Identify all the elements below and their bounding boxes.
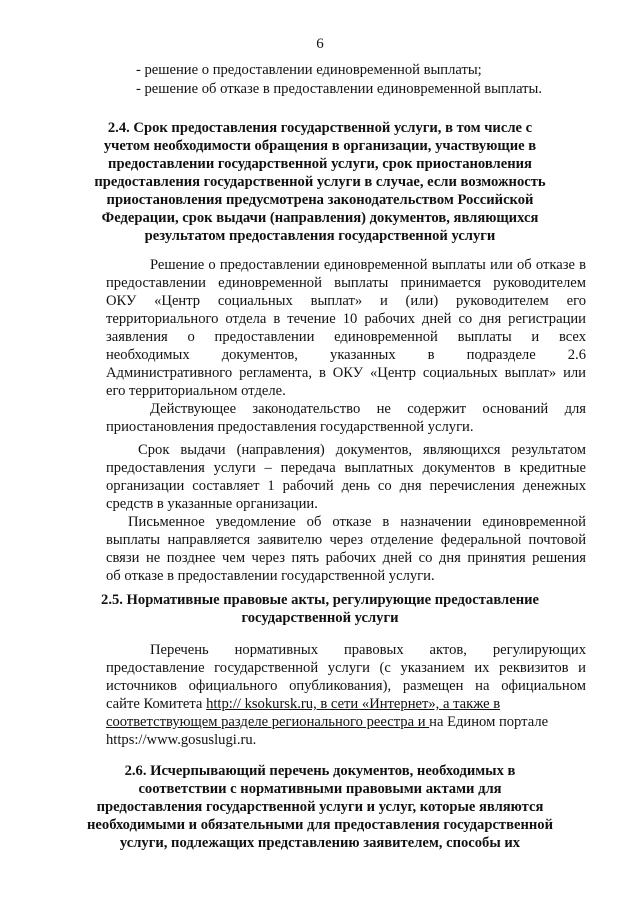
heading-line: предоставлении государственной услуги, срок приостановления [108,156,532,172]
heading-line: 2.5. Нормативные правовые акты, регулирующие предоставление [101,592,539,608]
text-line: Перечень нормативных правовых актов, регулирующих [150,642,586,658]
text-line: связи не позднее чем через пять рабочих дней со дня принятия решения [106,550,586,566]
text-line: предоставлении единовременной выплаты принимается руководителем [106,275,586,291]
page-number: 6 [316,36,324,52]
heading-line: 2.4. Срок предоставления государственной услуги, в том числе с [107,120,533,136]
text-line: средств в указанные организации. [106,496,318,512]
regional-registry-link[interactable]: соответствующем разделе регионального реестра и [106,714,430,730]
text-line: предоставление государственной услуги (с указанием их реквизитов и [106,660,586,676]
text-line: территориального отдела в течение 10 рабочих дней со дня регистрации [106,311,586,327]
text-line [106,695,500,713]
text-line: об отказе в предоставлении государственной услуги. [106,568,435,584]
bullet-line: - решение об отказе в предоставлении единовременной выплаты. [136,81,542,97]
heading-line: учетом необходимости обращения в организации, участвующие в [103,138,537,154]
text-line: Действующее законодательство не содержит оснований для [150,401,586,417]
heading-line: 2.6. Исчерпывающий перечень документов, необходимых в [124,763,516,779]
heading-line: необходимыми и обязательными для предоставления государственной [87,817,553,833]
text-line: Административного регламента, в ОКУ «Центр социальных выплат» или [106,365,586,381]
text-line: выплаты направляется заявителю через отделение федеральной почтовой [106,532,586,548]
bullet-line: - решение о предоставлении единовременной выплаты; [136,62,482,78]
text-line: предоставления услуги – передача выплатных документов в кредитные [106,460,586,476]
text-line: ОКУ «Центр социальных выплат» и (или) руководителем его [106,293,586,309]
text-line: Письменное уведомление об отказе в назначении единовременной [128,514,586,530]
heading-line: Федерации, срок выдачи (направления) документов, являющихся [101,210,539,226]
heading-line: предоставления государственной услуги и услуг, которые являются [96,799,544,815]
text-span: на Едином портале [429,714,549,730]
text-line: приостановления предоставления государственной услуги. [106,419,474,435]
heading-line: государственной услуги [241,610,399,626]
text-line: необходимых документов, указанных в подразделе 2.6 [106,347,586,363]
heading-line: соответствии с нормативными правовыми актами для [138,781,502,797]
text-line: Решение о предоставлении единовременной выплаты или об отказе в [150,257,586,273]
heading-line: результатом предоставления государственной услуги [144,228,496,244]
text-line: Срок выдачи (направления) документов, являющихся результатом [138,442,586,458]
gosuslugi-link[interactable]: https://www.gosuslugi.ru. [106,732,257,748]
committee-site-link[interactable]: http:// ksokursk.ru, в сети «Интернет», а также в [206,696,501,712]
text-line: заявления о предоставлении единовременной выплаты и всех [106,329,586,345]
text-span: сайте Комитета [106,696,207,712]
heading-line: услуги, подлежащих представлению заявителем, способы их [119,835,521,851]
text-line: его территориальном отделе. [106,383,286,399]
text-line: источников официального опубликования), размещен на официальном [106,678,586,694]
text-line [106,713,548,731]
heading-line: приостановления предусмотрена законодательством Российской [106,192,534,208]
text-line: организации составляет 1 рабочий день со дня перечисления денежных [106,478,586,494]
heading-line: предоставления государственной услуги в случае, если возможность [94,174,546,190]
